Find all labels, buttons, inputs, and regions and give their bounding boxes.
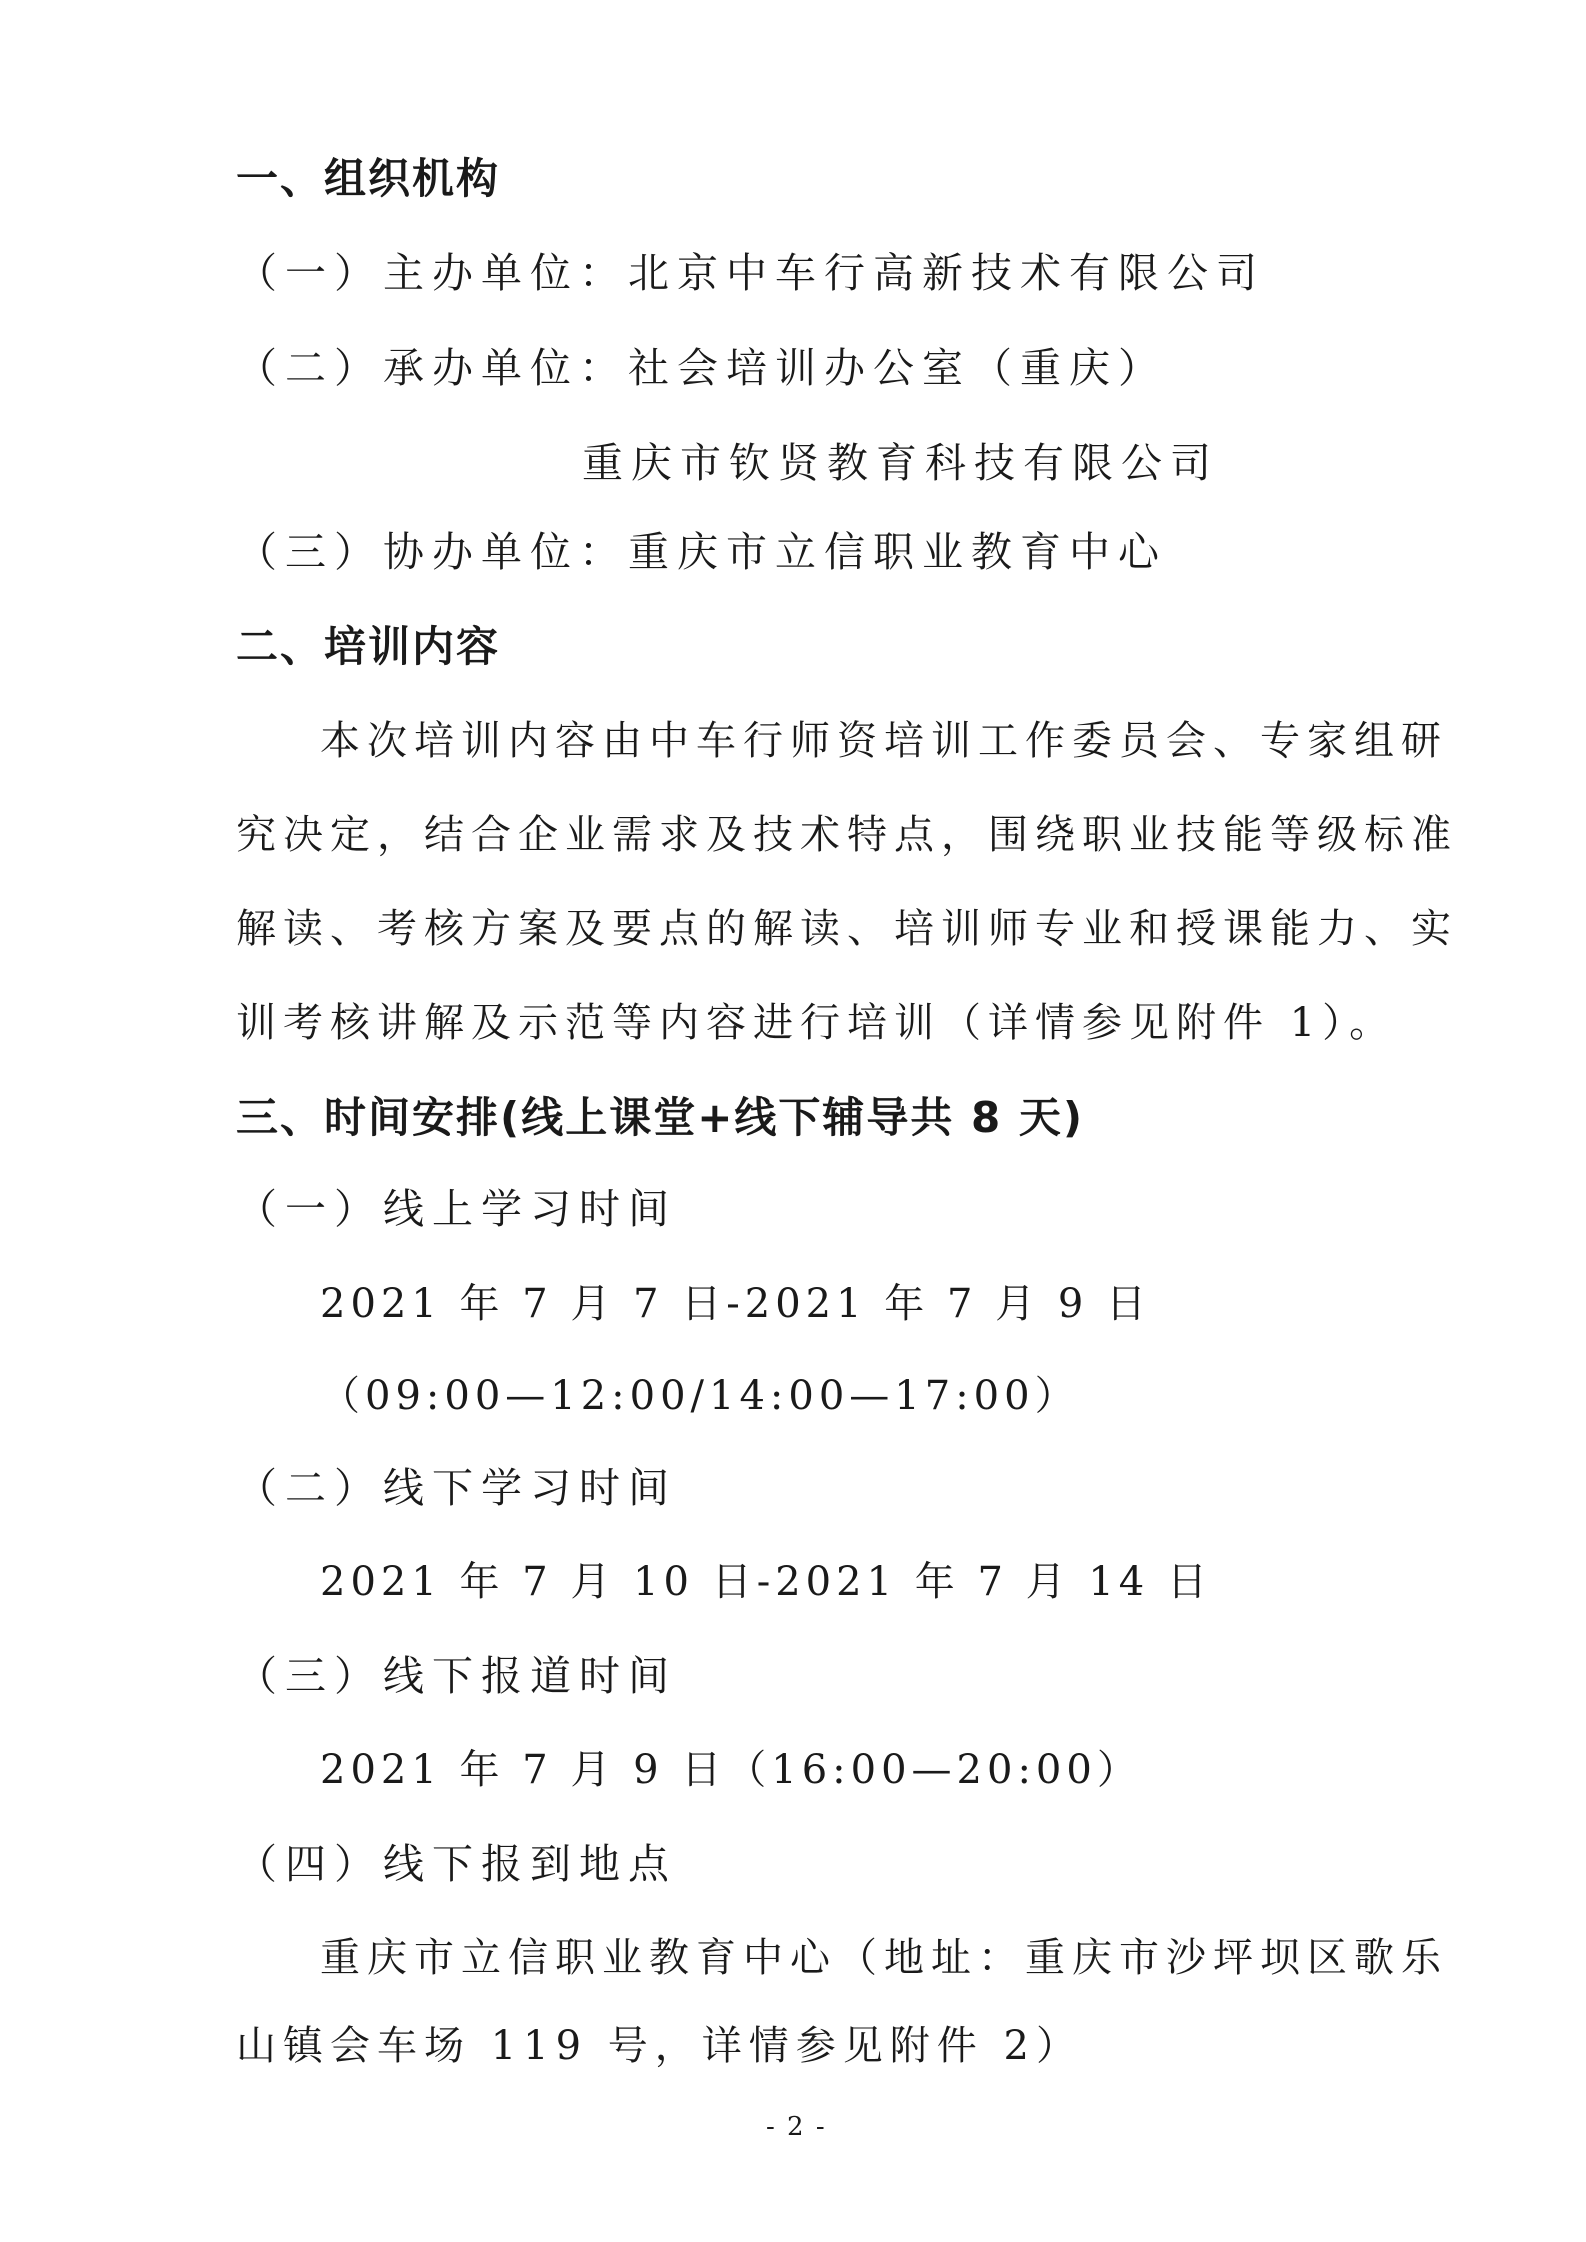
online-study-title: （一）线上学习时间 — [236, 1185, 677, 1233]
sponsor-line: （一）主办单位：北京中车行高新技术有限公司 — [236, 249, 1265, 297]
online-study-dates: 2021 年 7 月 7 日-2021 年 7 月 9 日 — [320, 1281, 1152, 1327]
section-heading-organization: 一、组织机构 — [236, 154, 501, 203]
co-organizer-line: （三）协办单位：重庆市立信职业教育中心 — [236, 528, 1167, 576]
organizer-line-2: 重庆市钦贤教育科技有限公司 — [582, 439, 1219, 487]
page-number: - 2 - — [766, 2112, 827, 2142]
content-paragraph-line: 训考核讲解及示范等内容进行培训（详情参见附件 1）。 — [236, 1000, 1397, 1046]
offline-study-title: （二）线下学习时间 — [236, 1464, 677, 1512]
location-line: 山镇会车场 119 号，详情参见附件 2） — [236, 2023, 1083, 2069]
content-paragraph-line: 解读、考核方案及要点的解读、培训师专业和授课能力、实 — [236, 906, 1458, 952]
section-heading-content: 二、培训内容 — [236, 622, 501, 671]
checkin-time-title: （三）线下报道时间 — [236, 1652, 677, 1700]
offline-study-dates: 2021 年 7 月 10 日-2021 年 7 月 14 日 — [320, 1559, 1212, 1605]
organizer-line: （二）承办单位：社会培训办公室（重庆） — [236, 344, 1167, 392]
location-line: 重庆市立信职业教育中心（地址：重庆市沙坪坝区歌乐 — [320, 1935, 1448, 1981]
content-paragraph-line: 本次培训内容由中车行师资培训工作委员会、专家组研 — [320, 718, 1448, 764]
online-study-hours: （09:00—12:00/14:00—17:00） — [320, 1373, 1080, 1419]
checkin-date: 2021 年 7 月 9 日（16:00—20:00） — [320, 1747, 1142, 1793]
checkin-location-title: （四）线下报到地点 — [236, 1840, 677, 1888]
content-paragraph-line: 究决定，结合企业需求及技术特点，围绕职业技能等级标准 — [236, 812, 1458, 858]
section-heading-schedule: 三、时间安排(线上课堂+线下辅导共 8 天) — [236, 1093, 1085, 1142]
